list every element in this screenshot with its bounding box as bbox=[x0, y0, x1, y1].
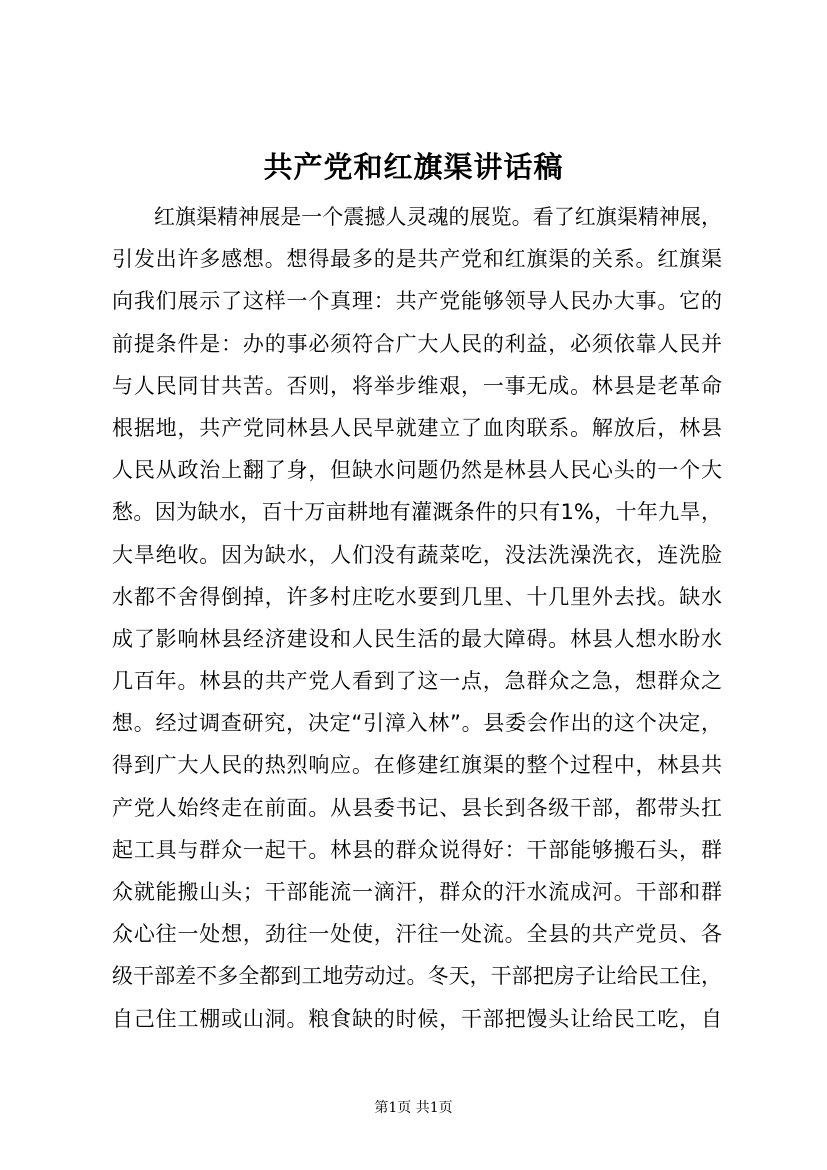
body-line: 得到广大人民的热烈响应。在修建红旗渠的整个过程中，林县共 bbox=[112, 753, 722, 778]
document-title: 共产党和红旗渠讲话稿 bbox=[263, 150, 564, 184]
body-line: 愁。因为缺水，百十万亩耕地有灌溉条件的只有1%，十年九旱， bbox=[112, 500, 722, 525]
body-line: 红旗渠精神展是一个震撼人灵魂的展览。看了红旗渠精神展， bbox=[154, 205, 722, 229]
body-line: 前提条件是：办的事必须符合广大人民的利益，必须依靠人民并 bbox=[112, 331, 722, 356]
body-line: 引发出许多感想。想得最多的是共产党和红旗渠的关系。红旗渠 bbox=[112, 247, 722, 272]
body-line: 大旱绝收。因为缺水，人们没有蔬菜吃，没法洗澡洗衣，连洗脸 bbox=[112, 542, 722, 567]
body-line: 人民从政治上翻了身，但缺水问题仍然是林县人民心头的一个大 bbox=[112, 458, 722, 483]
body-line: 产党人始终走在前面。从县委书记、县长到各级干部，都带头扛 bbox=[112, 795, 722, 820]
document-body bbox=[112, 196, 722, 1040]
body-line: 级干部差不多全都到工地劳动过。冬天，干部把房子让给民工住， bbox=[112, 964, 722, 989]
body-line: 众就能搬山头；干部能流一滴汗，群众的汗水流成河。干部和群 bbox=[112, 880, 722, 904]
body-line: 与人民同甘共苦。否则，将举步维艰，一事无成。林县是老革命 bbox=[112, 373, 722, 398]
body-line: 起工具与群众一起干。林县的群众说得好：干部能够搬石头，群 bbox=[112, 837, 722, 862]
body-line: 水都不舍得倒掉，许多村庄吃水要到几里、十几里外去找。缺水 bbox=[112, 584, 722, 609]
page-footer: 第1页 共1页 bbox=[374, 1100, 453, 1116]
body-line: 想。经过调查研究，决定“引漳入林”。县委会作出的这个决定， bbox=[112, 711, 722, 736]
body-line: 成了影响林县经济建设和人民生活的最大障碍。林县人想水盼水 bbox=[112, 626, 722, 651]
body-line: 众心往一处想，劲往一处使，汗往一处流。全县的共产党员、各 bbox=[112, 922, 722, 947]
body-line: 向我们展示了这样一个真理：共产党能够领导人民办大事。它的 bbox=[112, 289, 722, 314]
body-line: 根据地，共产党同林县人民早就建立了血肉联系。解放后，林县 bbox=[112, 415, 722, 440]
body-line: 几百年。林县的共产党人看到了这一点，急群众之急，想群众之 bbox=[112, 669, 722, 694]
body-line: 自己住工棚或山洞。粮食缺的时候，干部把馒头让给民工吃，自 bbox=[112, 1006, 722, 1031]
